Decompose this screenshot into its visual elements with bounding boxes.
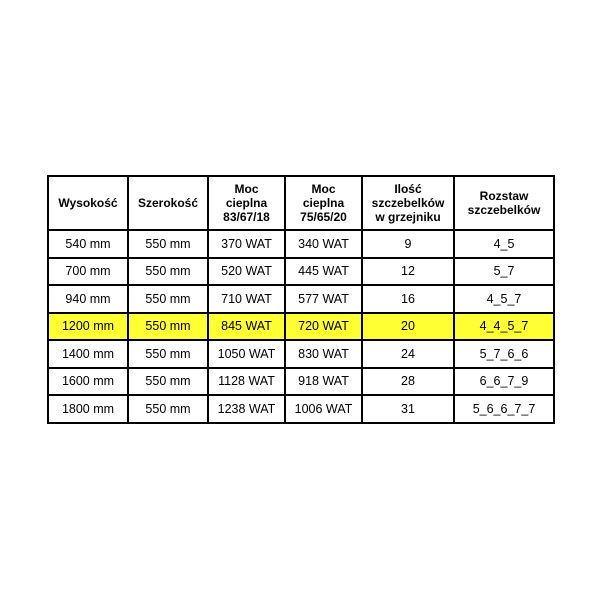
cell-rung-count: 16 (362, 285, 454, 313)
cell-power-83-67-18: 845 WAT (208, 313, 285, 341)
cell-rung-count: 12 (362, 258, 454, 286)
cell-rung-spacing: 6_6_7_9 (454, 368, 554, 396)
cell-height: 1600 mm (48, 368, 128, 396)
cell-rung-count: 31 (362, 395, 454, 423)
cell-power-75-65-20: 720 WAT (285, 313, 362, 341)
cell-rung-count: 28 (362, 368, 454, 396)
cell-power-75-65-20: 577 WAT (285, 285, 362, 313)
header-line: 83/67/18 (223, 210, 270, 224)
header-rung-spacing (454, 176, 554, 230)
cell-rung-spacing: 4_5 (454, 230, 554, 258)
cell-rung-count: 20 (362, 313, 454, 341)
cell-rung-spacing: 4_5_7 (454, 285, 554, 313)
cell-power-83-67-18: 710 WAT (208, 285, 285, 313)
cell-width: 550 mm (128, 395, 208, 423)
cell-height: 940 mm (48, 285, 128, 313)
cell-power-75-65-20: 340 WAT (285, 230, 362, 258)
cell-power-83-67-18: 520 WAT (208, 258, 285, 286)
header-line: 75/65/20 (300, 210, 347, 224)
header-row (48, 176, 554, 230)
table-row (48, 340, 554, 368)
header-line: Wysokość (58, 196, 118, 210)
header-line: Moc (234, 182, 259, 196)
cell-height: 1400 mm (48, 340, 128, 368)
table-row (48, 368, 554, 396)
cell-rung-spacing: 4_4_5_7 (454, 313, 554, 341)
table-row (48, 230, 554, 258)
cell-power-75-65-20: 445 WAT (285, 258, 362, 286)
cell-power-75-65-20: 918 WAT (285, 368, 362, 396)
table-row (48, 395, 554, 423)
cell-rung-spacing: 5_7_6_6 (454, 340, 554, 368)
table-row-highlighted (48, 313, 554, 341)
cell-power-83-67-18: 1050 WAT (208, 340, 285, 368)
cell-width: 550 mm (128, 230, 208, 258)
cell-width: 550 mm (128, 258, 208, 286)
header-line: szczebelków (371, 196, 445, 210)
cell-rung-spacing: 5_7 (454, 258, 554, 286)
spec-table-container (47, 175, 555, 424)
header-line: Ilość (394, 182, 422, 196)
header-height (48, 176, 128, 230)
cell-height: 1200 mm (48, 313, 128, 341)
cell-rung-spacing: 5_6_6_7_7 (454, 395, 554, 423)
header-line: Moc (311, 182, 336, 196)
cell-height: 1800 mm (48, 395, 128, 423)
cell-rung-count: 9 (362, 230, 454, 258)
cell-width: 550 mm (128, 313, 208, 341)
header-line: cieplna (302, 196, 345, 210)
cell-width: 550 mm (128, 340, 208, 368)
cell-height: 700 mm (48, 258, 128, 286)
header-power-83-67-18 (208, 176, 285, 230)
cell-rung-count: 24 (362, 340, 454, 368)
cell-height: 540 mm (48, 230, 128, 258)
header-power-75-65-20 (285, 176, 362, 230)
cell-power-75-65-20: 830 WAT (285, 340, 362, 368)
header-line: w grzejniku (375, 210, 441, 224)
cell-power-83-67-18: 1128 WAT (208, 368, 285, 396)
header-width (128, 176, 208, 230)
header-rung-count (362, 176, 454, 230)
table-row (48, 285, 554, 313)
radiator-spec-table (47, 175, 555, 424)
header-line: Szerokość (137, 196, 199, 210)
cell-width: 550 mm (128, 285, 208, 313)
header-line: szczebelków (467, 203, 541, 217)
header-line: cieplna (225, 196, 268, 210)
cell-power-75-65-20: 1006 WAT (285, 395, 362, 423)
header-line: Rozstaw (479, 189, 529, 203)
table-row (48, 258, 554, 286)
cell-width: 550 mm (128, 368, 208, 396)
cell-power-83-67-18: 1238 WAT (208, 395, 285, 423)
cell-power-83-67-18: 370 WAT (208, 230, 285, 258)
